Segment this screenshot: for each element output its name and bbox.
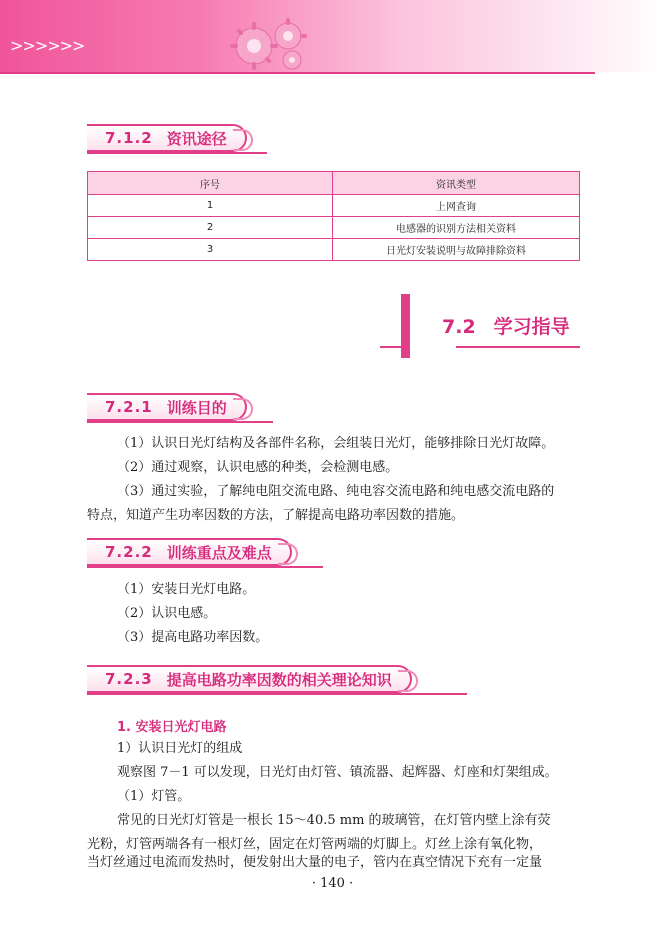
section-title: 提高电路功率因数的相关理论知识 (166, 670, 392, 689)
table-header-row (88, 172, 580, 195)
body-line: 观察图 7－1 可以发现，日光灯由灯管、镇流器、起辉器、灯座和灯架组成。 (117, 765, 558, 780)
section-rule (87, 152, 267, 154)
keypoint-line: （2）认识电感。 (117, 606, 217, 621)
header-arrows: >>>>>> (10, 36, 85, 55)
section-number: 7.2.3 (105, 670, 153, 688)
chapter-title: 学习指导 (493, 316, 570, 338)
section-tab (87, 665, 412, 693)
section-title: 资讯途径 (166, 129, 227, 148)
gears-icon (226, 14, 316, 72)
header-rule (0, 72, 595, 74)
section-heading-7-2-2 (87, 536, 582, 568)
table-cell: 1 (88, 195, 333, 217)
section-tab (87, 538, 292, 566)
section-number: 7.2.1 (105, 398, 153, 416)
table-header-cell: 资讯类型 (333, 172, 580, 195)
table-header-cell: 序号 (88, 172, 333, 195)
body-line: 光粉，灯管两端各有一根灯丝，固定在灯管两端的灯脚上。灯丝上涂有氧化物， (87, 837, 543, 852)
keypoint-line: （3）提高电路功率因数。 (117, 630, 269, 645)
chapter-rule-right (456, 346, 580, 348)
body-line: 常见的日光灯灯管是一根长 15～40.5 mm 的玻璃管，在灯管内壁上涂有荧 (117, 813, 551, 828)
chapter-heading-7-2 (442, 312, 570, 339)
keypoint-line: （1）安装日光灯电路。 (117, 582, 256, 597)
section-tab (87, 124, 247, 152)
goal-line: （3）通过实验，了解纯电阻交流电路、纯电容交流电路和纯电感交流电路的 (117, 484, 555, 499)
table-row (88, 217, 580, 239)
section-title: 训练重点及难点 (166, 543, 272, 562)
body-line: 当灯丝通过电流而发热时，便发射出大量的电子，管内在真空情况下充有一定量 (87, 855, 543, 870)
section-number: 7.2.2 (105, 543, 153, 561)
goal-line: （1）认识日光灯结构及各部件名称，会组装日光灯，能够排除日光灯故障。 (117, 436, 555, 451)
section-heading-7-2-3 (87, 663, 582, 695)
body-line: 1）认识日光灯的组成 (117, 741, 243, 756)
table-cell: 电感器的识别方法相关资料 (333, 217, 580, 239)
header-band (0, 0, 665, 72)
goal-line: （2）通过观察，认识电感的种类，会检测电感。 (117, 460, 399, 475)
section-title: 训练目的 (166, 398, 227, 417)
section-heading-7-1-2 (87, 122, 582, 154)
body-line: （1）灯管。 (117, 789, 191, 804)
section-rule (87, 693, 467, 695)
chapter-rule-left (380, 346, 410, 348)
page-number: · 140 · (311, 876, 354, 891)
table-cell: 上网查询 (333, 195, 580, 217)
section-rule (87, 566, 323, 568)
table-cell: 2 (88, 217, 333, 239)
table-row (88, 195, 580, 217)
section-heading-7-2-1 (87, 391, 582, 423)
goal-line: 特点，知道产生功率因数的方法，了解提高电路功率因数的措施。 (87, 508, 465, 523)
table-cell: 日光灯安装说明与故障排除资料 (333, 239, 580, 261)
section-rule (87, 421, 273, 423)
chapter-number: 7.2 (442, 316, 476, 338)
section-tab (87, 393, 247, 421)
table-cell: 3 (88, 239, 333, 261)
section-number: 7.1.2 (105, 129, 153, 147)
subheading: 1. 安装日光灯电路 (117, 720, 227, 735)
chapter-bar (401, 294, 410, 358)
info-source-table (87, 171, 580, 261)
table-row (88, 239, 580, 261)
